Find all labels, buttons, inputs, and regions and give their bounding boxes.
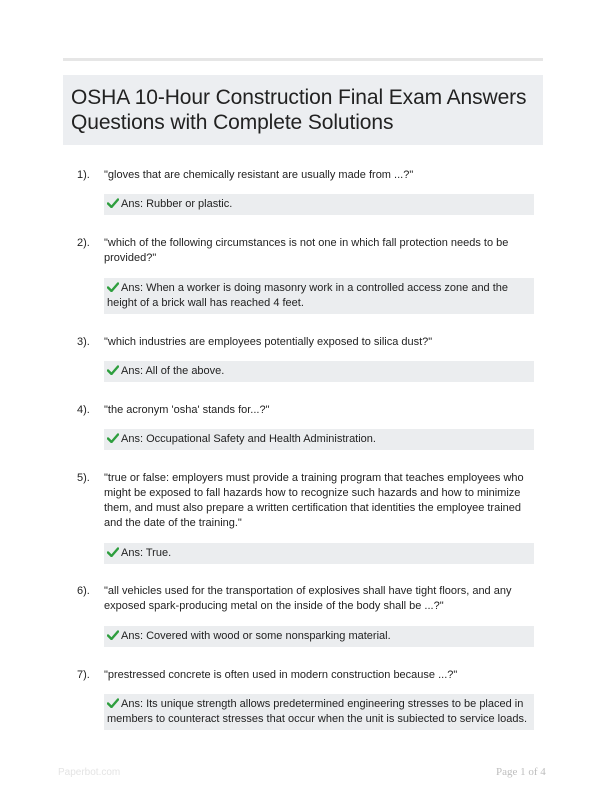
answer-box: [104, 361, 534, 382]
answer-text: Ans: When a worker is doing masonry work in a controlled access zone and the height of a brick wall has reached 4 feet.: [107, 282, 509, 309]
question-number: 7).: [77, 669, 90, 681]
answer-box: [104, 429, 534, 450]
title-line-1: OSHA 10-Hour Construction Final Exam Answers: [71, 86, 527, 109]
check-icon: [107, 547, 119, 557]
question-number: 3).: [77, 336, 90, 348]
question-number: 5).: [77, 472, 90, 484]
top-divider: [63, 58, 543, 61]
answer-box: [104, 694, 534, 730]
answer-box: [104, 626, 534, 647]
check-icon: [107, 198, 119, 208]
answer-text: Ans: True.: [121, 547, 172, 559]
page-number: Page 1 of 4: [496, 766, 546, 778]
question-number: 6).: [77, 585, 90, 597]
answer-text: Ans: Occupational Safety and Health Administration.: [121, 433, 376, 445]
check-icon: [107, 630, 119, 640]
question-text: "which of the following circumstances is not one in which fall protection needs to be provided?": [104, 237, 509, 264]
check-icon: [107, 433, 119, 443]
check-icon: [107, 698, 119, 708]
question-text: "true or false: employers must provide a training program that teaches employees who might be exposed to fall hazards how to recognize such hazards and how to minimize them, and must also prepare a written certification that identities the employee trained and the date of the training.": [104, 472, 524, 529]
question-text: "which industries are employees potentially exposed to silica dust?": [104, 336, 433, 348]
answer-box: [104, 194, 534, 215]
question-number: 1).: [77, 169, 90, 181]
question-number: 2).: [77, 237, 90, 249]
question-number: 4).: [77, 404, 90, 416]
answer-box: [104, 278, 534, 314]
question-text: "gloves that are chemically resistant are usually made from ...?": [104, 169, 414, 181]
question-text: "prestressed concrete is often used in modern construction because ...?": [104, 669, 458, 681]
answer-text: Ans: Rubber or plastic.: [121, 198, 233, 210]
document-title: [63, 75, 543, 145]
title-line-2: Questions with Complete Solutions: [71, 111, 394, 134]
answer-box: [104, 543, 534, 564]
answer-text: Ans: Covered with wood or some nonsparking material.: [121, 630, 391, 642]
question-text: "the acronym 'osha' stands for...?": [104, 404, 270, 416]
answer-text: Ans: All of the above.: [121, 365, 225, 377]
watermark: Paperbot.com: [58, 767, 121, 778]
question-text: "all vehicles used for the transportation of explosives shall have tight floors, and any exposed spark-producing metal on the inside of the body shall be ...?": [104, 585, 512, 612]
answer-text: Ans: Its unique strength allows predetermined engineering stresses to be placed in members to counteract stresses that occur when the unit is subiected to service loads.: [107, 698, 528, 725]
check-icon: [107, 365, 119, 375]
check-icon: [107, 282, 119, 292]
